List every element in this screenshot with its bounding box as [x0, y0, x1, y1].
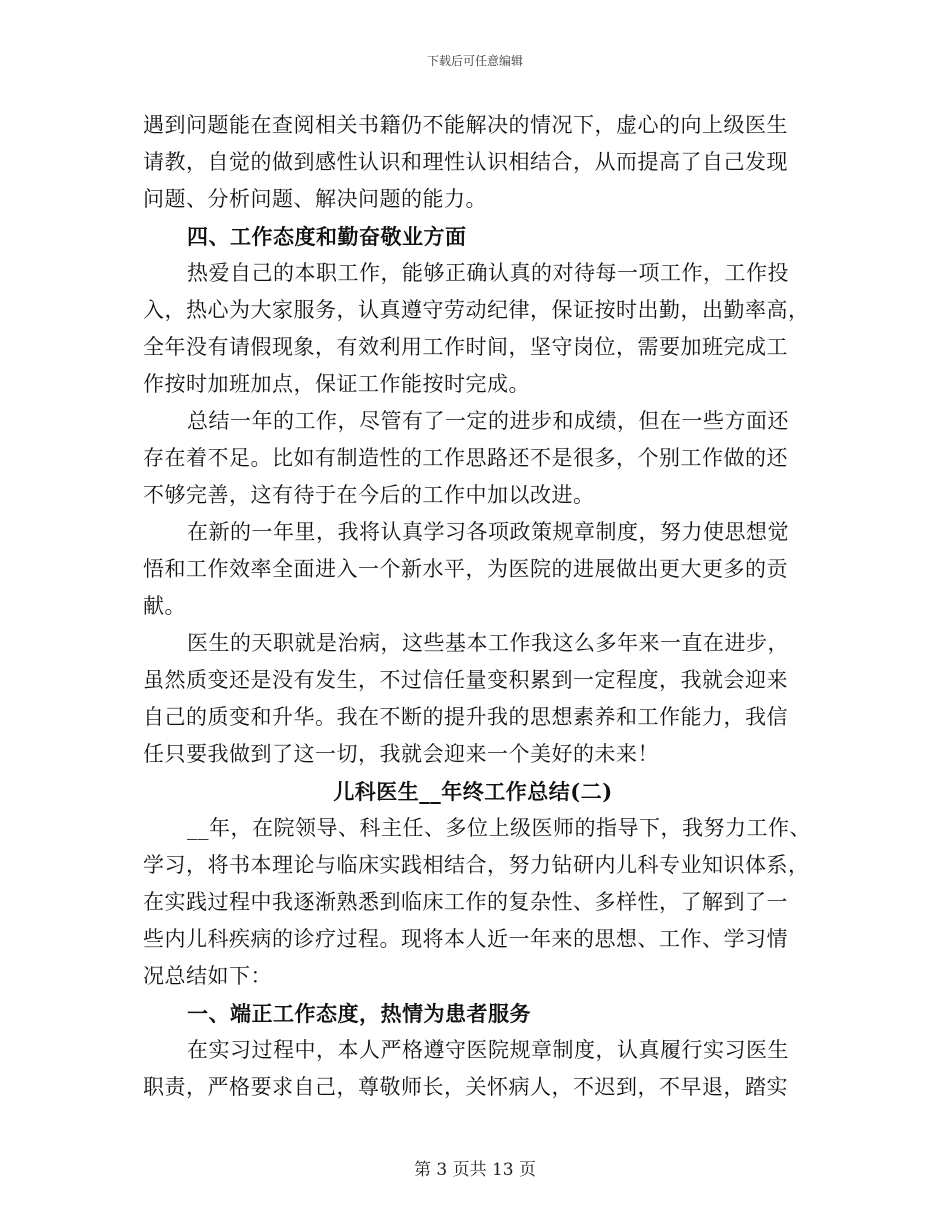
body-line: 在新的一年里，我将认真学习各项政策规章制度，努力使思想觉 [187, 520, 789, 544]
body-line: 在实习过程中，本人严格遵守医院规章制度，认真履行实习医生 [187, 1038, 789, 1062]
body-line: 况总结如下： [143, 964, 272, 988]
body-line: 任只要我做到了这一切，我就会迎来一个美好的未来！ [143, 742, 659, 766]
body-line: 些内儿科疾病的诊疗过程。现将本人近一年来的思想、工作、学习情 [143, 927, 788, 951]
body-line: 全年没有请假现象，有效利用工作时间，坚守岗位，需要加班完成工 [143, 335, 788, 359]
body-line: 献。 [143, 594, 186, 618]
body-line: 虽然质变还是没有发生，不过信任量变积累到一定程度，我就会迎来 [143, 668, 788, 692]
body-line: 医生的天职就是治病，这些基本工作我这么多年来一直在进步， [187, 631, 789, 655]
document-body [143, 107, 811, 1106]
body-line: 职责，严格要求自己，尊敬师长，关怀病人，不迟到，不早退，踏实 [143, 1075, 788, 1099]
header-note: 下载后可任意编辑 [426, 54, 523, 68]
body-line: 不够完善，这有待于在今后的工作中加以改进。 [143, 483, 595, 507]
body-line: 存在着不足。比如有制造性的工作思路还不是很多，个别工作做的还 [143, 446, 788, 470]
page-footer: 第 3 页共 13 页 [413, 1160, 537, 1180]
body-line: 问题、分析问题、解决问题的能力。 [143, 187, 487, 211]
section-heading: 四、工作态度和勤奋敬业方面 [187, 224, 467, 249]
body-line: 自己的质变和升华。我在不断的提升我的思想素养和工作能力，我信 [143, 705, 788, 729]
body-line: 遇到问题能在查阅相关书籍仍不能解决的情况下，虚心的向上级医生 [143, 113, 788, 137]
body-line: 学习，将书本理论与临床实践相结合，努力钻研内儿科专业知识体系， [143, 853, 810, 877]
body-line: __年，在院领导、科主任、多位上级医师的指导下，我努力工作、 [187, 816, 811, 840]
section-title: 儿科医生__年终工作总结(二) [333, 779, 613, 804]
body-line: 作按时加班加点，保证工作能按时完成。 [143, 372, 530, 396]
body-line: 在实践过程中我逐渐熟悉到临床工作的复杂性、多样性，了解到了一 [143, 890, 788, 914]
body-line: 悟和工作效率全面进入一个新水平，为医院的进展做出更大更多的贡 [143, 557, 788, 581]
body-line: 总结一年的工作，尽管有了一定的进步和成绩，但在一些方面还 [187, 409, 789, 433]
body-line: 请教，自觉的做到感性认识和理性认识相结合，从而提高了自己发现 [143, 150, 788, 174]
body-line: 热爱自己的本职工作，能够正确认真的对待每一项工作，工作投 [187, 261, 789, 285]
section-heading: 一、端正工作态度，热情为患者服务 [187, 1001, 531, 1026]
body-line: 入，热心为大家服务，认真遵守劳动纪律，保证按时出勤，出勤率高， [143, 298, 810, 322]
